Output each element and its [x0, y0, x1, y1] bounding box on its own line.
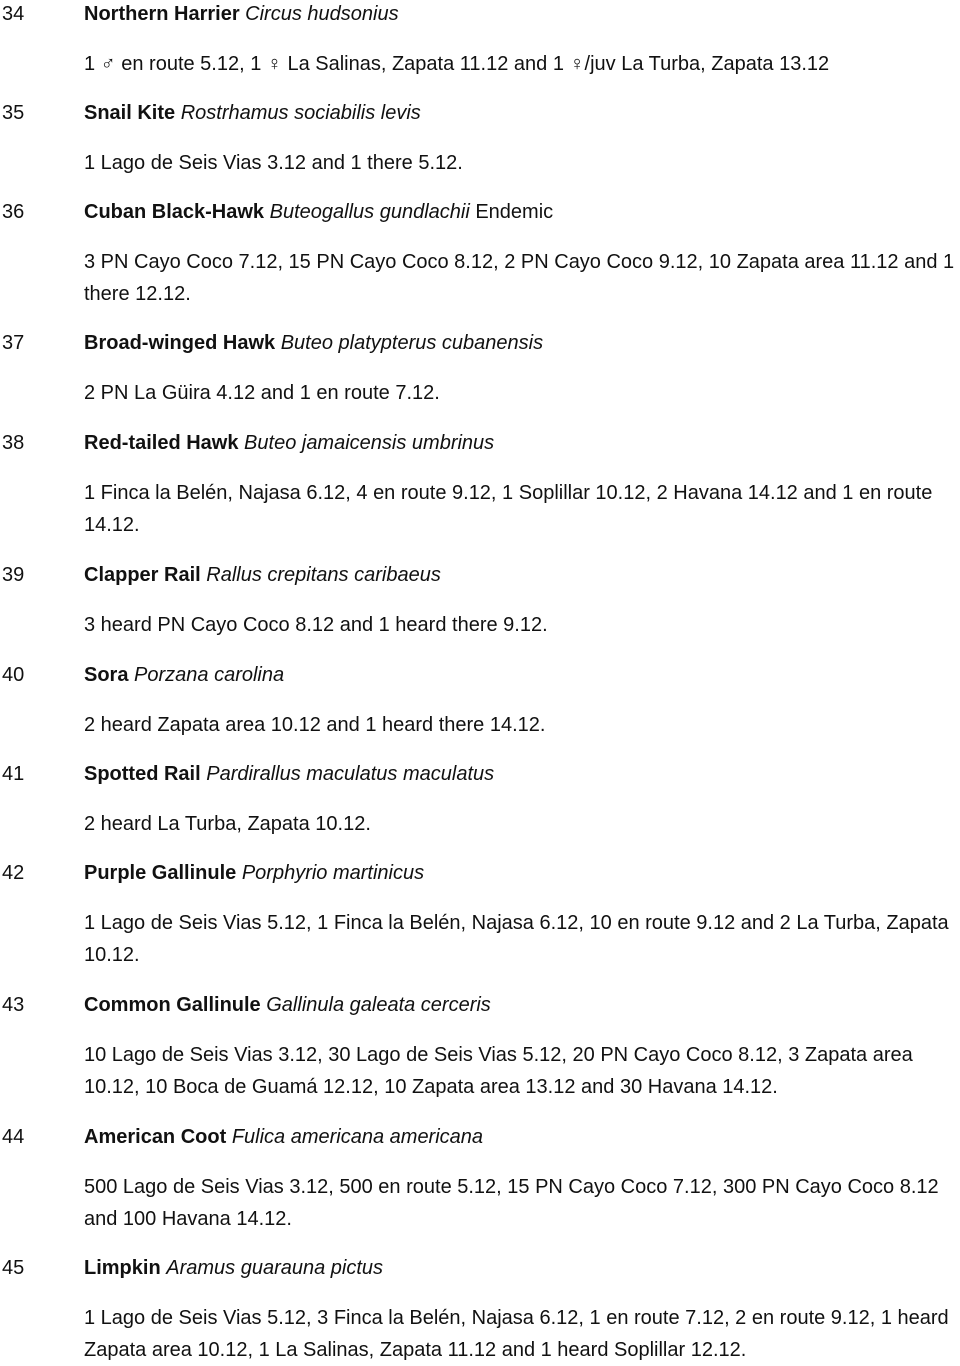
species-heading — [84, 561, 441, 589]
species-heading — [84, 661, 284, 689]
observation-record: 1 Finca la Belén, Najasa 6.12, 4 en route 9.12, 1 Soplillar 10.12, 2 Havana 14.12 and 1 en route 14.12. — [84, 482, 933, 536]
scientific-name: Buteo jamaicensis umbrinus — [244, 432, 495, 454]
observation-record: 2 heard Zapata area 10.12 and 1 heard there 14.12. — [84, 714, 546, 736]
species-heading — [84, 1123, 483, 1151]
scientific-name: Fulica americana americana — [231, 1126, 484, 1148]
scientific-name: Rallus crepitans caribaeus — [206, 564, 441, 586]
species-heading — [84, 0, 399, 28]
scientific-name: Gallinula galeata cerceris — [266, 994, 491, 1016]
scientific-name: Porzana carolina — [134, 664, 285, 686]
observation-record: 3 heard PN Cayo Coco 8.12 and 1 heard there 9.12. — [84, 614, 548, 636]
species-number: 36 — [2, 201, 25, 223]
species-number: 43 — [2, 994, 25, 1016]
observation-record: 3 PN Cayo Coco 7.12, 15 PN Cayo Coco 8.12, 2 PN Cayo Coco 9.12, 10 Zapata area 11.12 and 1 there 12.12. — [84, 251, 955, 305]
scientific-name: Buteogallus gundlachii — [269, 201, 470, 223]
species-number: 40 — [2, 664, 25, 686]
species-heading — [84, 329, 543, 357]
common-name: Purple Gallinule — [84, 862, 237, 884]
scientific-name: Pardirallus maculatus maculatus — [206, 763, 495, 785]
common-name: Clapper Rail — [84, 564, 201, 586]
common-name: Limpkin — [84, 1257, 161, 1279]
scientific-name: Porphyrio martinicus — [241, 862, 425, 884]
species-heading — [84, 859, 424, 887]
species-number: 38 — [2, 432, 25, 454]
scientific-name: Rostrhamus sociabilis levis — [180, 102, 421, 124]
species-heading — [84, 1254, 383, 1282]
species-number: 39 — [2, 564, 25, 586]
species-number: 44 — [2, 1126, 25, 1148]
common-name: Common Gallinule — [84, 994, 261, 1016]
common-name: Snail Kite — [84, 102, 176, 124]
common-name: Sora — [84, 664, 129, 686]
species-number: 41 — [2, 763, 25, 785]
species-number: 34 — [2, 3, 25, 25]
common-name: Red-tailed Hawk — [84, 432, 239, 454]
species-heading — [84, 99, 421, 127]
common-name: Spotted Rail — [84, 763, 201, 785]
species-number: 35 — [2, 102, 25, 124]
species-number: 37 — [2, 332, 25, 354]
species-number: 45 — [2, 1257, 25, 1279]
observation-record: 2 heard La Turba, Zapata 10.12. — [84, 813, 371, 835]
species-heading — [84, 429, 494, 457]
common-name: Northern Harrier — [84, 3, 240, 25]
common-name: American Coot — [84, 1126, 227, 1148]
observation-record: 1 ♂ en route 5.12, 1 ♀ La Salinas, Zapata 11.12 and 1 ♀/juv La Turba, Zapata 13.12 — [84, 53, 830, 75]
species-heading — [84, 760, 494, 788]
scientific-name: Circus hudsonius — [245, 3, 399, 25]
common-name: Cuban Black-Hawk — [84, 201, 265, 223]
observation-record: 2 PN La Güira 4.12 and 1 en route 7.12. — [84, 382, 440, 404]
species-heading — [84, 198, 553, 226]
species-number: 42 — [2, 862, 25, 884]
observation-record: 10 Lago de Seis Vias 3.12, 30 Lago de Seis Vias 5.12, 20 PN Cayo Coco 8.12, 3 Zapata area 10.12, 10 Boca de Guamá 12.12, 10 Zapata area 13.12 and 30 Havana 14.12. — [84, 1044, 913, 1098]
scientific-name: Aramus guarauna pictus — [166, 1257, 384, 1279]
endemic-status: Endemic — [475, 201, 554, 223]
observation-record: 1 Lago de Seis Vias 5.12, 3 Finca la Belén, Najasa 6.12, 1 en route 7.12, 2 en route 9.12, 1 heard Zapata area 10.12, 1 La Salinas, Zapata 11.12 and 1 heard Soplillar 12.12. — [84, 1307, 949, 1361]
observation-record: 1 Lago de Seis Vias 5.12, 1 Finca la Belén, Najasa 6.12, 10 en route 9.12 and 2 La Turba, Zapata 10.12. — [84, 912, 949, 966]
observation-record: 1 Lago de Seis Vias 3.12 and 1 there 5.12. — [84, 152, 463, 174]
scientific-name: Buteo platypterus cubanensis — [280, 332, 544, 354]
common-name: Broad-winged Hawk — [84, 332, 276, 354]
species-heading — [84, 991, 491, 1019]
observation-record: 500 Lago de Seis Vias 3.12, 500 en route 5.12, 15 PN Cayo Coco 7.12, 300 PN Cayo Coco 8.12 and 100 Havana 14.12. — [84, 1176, 939, 1230]
